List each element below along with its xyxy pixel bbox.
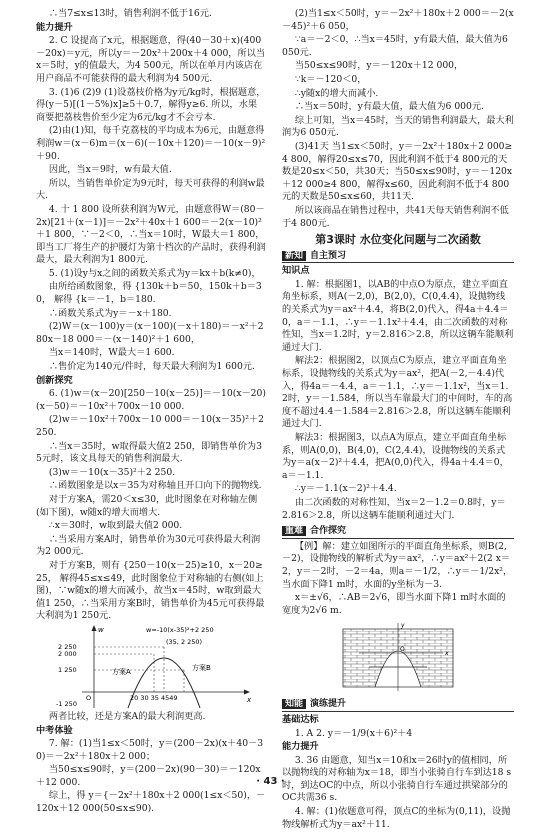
fig-y-label: y: [401, 622, 405, 630]
profit-graph: [54, 624, 254, 710]
text-line: 综上可知，当x＝45时，当天的销售利润最大，最大利润为6 050元.: [282, 114, 514, 139]
right-column: [282, 8, 514, 832]
band-tag: 知能: [282, 699, 306, 709]
graph-x-ticks: 20 30 35 4549: [130, 693, 178, 702]
section-heading-ability: 能力提升: [36, 21, 73, 33]
text-line: ∴函数关系式为y＝－x＋180.: [48, 307, 172, 319]
equation-system: 由所给函数图象，得 {130k＋b＝50，150k＋b＝30， 解得 {k＝－1，b＝180.: [36, 281, 262, 306]
band-tag: 重难: [282, 526, 306, 536]
left-column: [36, 8, 266, 817]
fig-origin: O: [400, 646, 405, 654]
graph-tick-1250: 1 250: [58, 665, 77, 674]
answer-4: 4. 十 1 800 设所获利润为W元，由题意得W＝(80－2x)[21＋(x－1)]＝－2x²＋40x＋1 600＝－2(x－10)²＋1 800，∵－2＜0，∴当x＝10时，W最大＝1 800，即当工厂将生产的护腰灯为第十档次的产品时，获得利润最大，最大利润为1 800元.: [36, 203, 266, 266]
section-heading-exam: 中考体验: [36, 724, 73, 736]
text-line: ∵a＝－2＜0，∴当x＝45时，y有最大值，最大值为6 050元.: [282, 34, 508, 58]
text-line: 两者比较，还是方案A的最大利润更高.: [48, 710, 206, 722]
x-arrow: [244, 689, 250, 694]
text-line: (2)W＝(x－100)y＝(x－100)(－x＋180)＝－x²＋280x－18 000＝－(x－140)²＋1 600，: [36, 321, 264, 345]
section-heading-knowledge: 知识点: [282, 265, 310, 277]
text-line: ∴当x＝35时，w取得最大值2 250，即销售单价为35元时，该文具每天的销售利润最大.: [36, 440, 262, 465]
text-line: 因此，当x＝9时，w有最大值.: [48, 164, 172, 176]
answer-7: 7. 解：(1)当1≤x＜50时，y＝(200－2x)(x＋40－30)＝－2x²＋180x＋2 000；: [36, 738, 264, 762]
text-line: 所以，当销售单价定为9元时，每天可获得的利润w最大.: [36, 177, 265, 202]
text-line: x＝±√6，∴AB＝2√6，即当水面下降1 m时水面的宽度为2√6 m.: [282, 592, 506, 616]
answer-2: 2. C 设提高了x元，根据题意，得(40－30＋x)(400－20x)＝y元，所以y＝－20x²＋200x＋4 000，所以当x＝5时，y的值最大，为4 500元，所以在单月内该店在用户商品不可能获得的最大利润为4 500元.: [36, 35, 266, 84]
text-line: (2)w＝－10x²＋700x－10 000＝－10(x－35)²＋2 250.: [36, 414, 264, 438]
band-text: 演练提升: [310, 699, 347, 710]
text-line: ∴当采用方案A时，销售单价为30元可获得最大利润为2 000元.: [36, 533, 261, 558]
section-heading-innovation: 创新探究: [36, 374, 73, 386]
lesson-title: 第3课时 水位变化问题与二次函数: [315, 233, 481, 247]
text-line: 由二次函数的对称性知，当x＝2－1.2＝0.8时，y＝2.816＞2.8，所以这辆车能顺利通过大门.: [282, 496, 506, 521]
graph-origin: O: [86, 693, 92, 702]
text-line: 当50≤x≤90时，y＝－120x＋12 000，: [294, 60, 464, 72]
answer-6: 6. (1)w＝(x－20)[250－10(x－25)]＝－10(x－20)(x－50)＝－10x²＋700x－10 000.: [36, 388, 266, 412]
text-line: 对于方案A，需20＜x≤30，此时图象在对称轴左侧(如下图)，w随x的增大而增大.: [36, 493, 258, 518]
answer-4: 4. 解：(1)依题意可得，顶点C的坐标为(0,11)，设抛物线解析式为y＝ax²＋11.: [282, 806, 511, 830]
graph-peak-label: (35, 2 250): [166, 637, 203, 646]
text-line: ∴x＝30时，w取到最大值2 000.: [48, 520, 183, 532]
text-line: 解法2：根据图2，以顶点C为原点，建立平面直角坐标系，设抛物线的关系式为y＝ax²，把A(－2,－4.4)代入，得4a＝－4.4，a＝－1.1，∴y＝－1.1x²，当x＝1.2时，y＝－1.584，所以当车靠最大门的中间时，车的高度不超过4.4－1.584＝2.816＞2.8，所以这辆车能顺利通过大门.: [282, 355, 513, 430]
graph-y-label: w: [98, 625, 104, 634]
section-heading-basic: 基础达标: [282, 713, 319, 725]
band-new-knowledge: [282, 250, 514, 264]
band-text: 自主预习: [310, 250, 347, 261]
text-line: 所以该商品在销售过程中，共41天每天销售利润不低于4 800元.: [282, 204, 509, 229]
y-arrow: [92, 625, 97, 631]
text-line: (3)w＝－10(x－35)²＋2 250.: [48, 466, 176, 478]
bridge-figure: [339, 619, 457, 695]
graph-function-label: w=-10(x-35)²+2 250: [146, 625, 214, 634]
text-line: ∴y＝－1.1(x－2)²＋4.4.: [294, 483, 397, 495]
graph-plan-a: 方案A: [112, 667, 131, 676]
text-line: 解法3：根据图3，以点A为原点，建立平面直角坐标系，则A(0,0)，B(4,0)，C(2,4.4)，设抛物线的关系式为y＝a(x－2)²＋4.4，把A(0,0)代入，得4a＋4.4＝0，a＝－1.1.: [282, 432, 509, 481]
fig-x-label: x: [445, 650, 449, 658]
text-line: 当x＝140时，W最大＝1 600.: [48, 347, 175, 359]
graph-tick-neg: -1 250: [56, 699, 77, 708]
text-line: ∵k＝－120＜0，: [294, 73, 367, 85]
graph-tick-2250: 2 250: [58, 642, 77, 651]
text-line: 对于方案B，则有 {250－10(x－25)≥10，x－20≥25， 解得45≤x≤49，此时图象位于对称轴的右侧(如上图)，∵w随x的增大而减小，故当x＝45时，w取到最大值1 250，∴当采用方案B时，销售单价为45元可获得最大利润为1 250元.: [36, 559, 265, 622]
band-tag: 新知: [282, 251, 306, 261]
example-solution: 【例】解：建立如图所示的平面直角坐标系，则B(2,－2)，设抛物线的解析式为y＝ax²，∴y＝ax²＋2(2 x＝2，y＝－2时，－2＝4a，则a＝－1/2，∴y＝－1/2x²，当水面下降1 m时，水面的y坐标为－3.: [282, 540, 513, 590]
band-cooperation: [282, 525, 514, 539]
text-line: ∴当7≤x≤13时，销售利润不低于16元.: [48, 8, 212, 19]
text-line: (3)41天 当1≤x＜50时，y＝－2x²＋180x＋2 000≥4 800，解得20≤x≤70，因此利润不低于4 800元的天数是20≤x＜50，共30天；当50≤x≤90时，y＝－120x＋12 000≥4 800，解得x≤60，因此利润不低于4 800元的天数是50≤x≤60，共11天.: [282, 140, 513, 203]
answer-3: 3. 36 由题意，知当x＝10和x＝26时y的值相同，所以抛物线的对称轴为x＝18，即当小张骑自行车到达18 s时，到达OC的中点，所以小张骑自行车通过拱梁部分的OC共需36 s.: [282, 754, 512, 804]
text-line: 当50≤x≤90时，y＝(200－2x)(90－30)＝－120x＋12 000.: [36, 764, 261, 788]
piecewise-function: 综上，得 y＝{－2x²＋180x＋2 000(1≤x＜50)，－120x＋12 000(50≤x≤90).: [36, 790, 266, 815]
text-line: 1. 解：根据图1，以AB的中点O为原点，建立平面直角坐标系，则A(－2,0)，B(2,0)，C(0,4.4)，设抛物线的关系式为y＝ax²＋4.4，将B(2,0)代入，得4a＋4.4＝0，a＝－1.1，∴y＝－1.1x²＋4.4，由二次函数的对称性知，当x＝1.2时，y＝2.816＞2.8，所以这辆车能顺利通过大门.: [282, 278, 514, 353]
answer-3: 3. (1)6 (2)9 (1)设荔枝价格为y元/kg时，根据题意，得(y－5)[(1－5%)x]≥5＋0.7，解得y≥6. 所以，水果商要把荔枝售价至少定为6元/kg才不会亏本.: [36, 86, 266, 123]
text-line: (2)当1≤x＜50时，y＝－2x²＋180x＋2 000＝－2(x－45)²＋6 050，: [282, 8, 514, 32]
section-heading-ability2: 能力提升: [282, 741, 319, 753]
text-line: (2)由(1)知，每千克荔枝的平均成本为6元，由题意得利润w＝(x－6)m＝(x－6)(－10x＋120)＝－10(x－9)²＋90.: [36, 125, 266, 162]
graph-x-label: x: [247, 695, 252, 704]
answer-5: 5. (1)设y与x之间的函数关系式为y＝kx＋b(k≠0)，: [48, 267, 261, 279]
text-line: ∴y随x的增大而减小.: [294, 87, 379, 99]
band-text: 合作探究: [310, 526, 347, 537]
graph-plan-b: 方案B: [192, 663, 211, 672]
graph-tick-2000: 2 000: [58, 649, 77, 658]
text-line: 1. A 2. y＝－1/9(x＋6)²＋4: [294, 727, 413, 739]
band-practice: [282, 698, 514, 712]
text-line: ∴售价定为140元/件时，每天最大利润为1 600元.: [48, 361, 255, 373]
page-number: · 43 ·: [256, 776, 285, 787]
text-line: ∴函数图象是以x＝35为对称轴且开口向下的抛物线.: [48, 480, 262, 492]
text-line: ∴当x＝50时，y有最大值，最大值为6 000元.: [294, 101, 484, 113]
